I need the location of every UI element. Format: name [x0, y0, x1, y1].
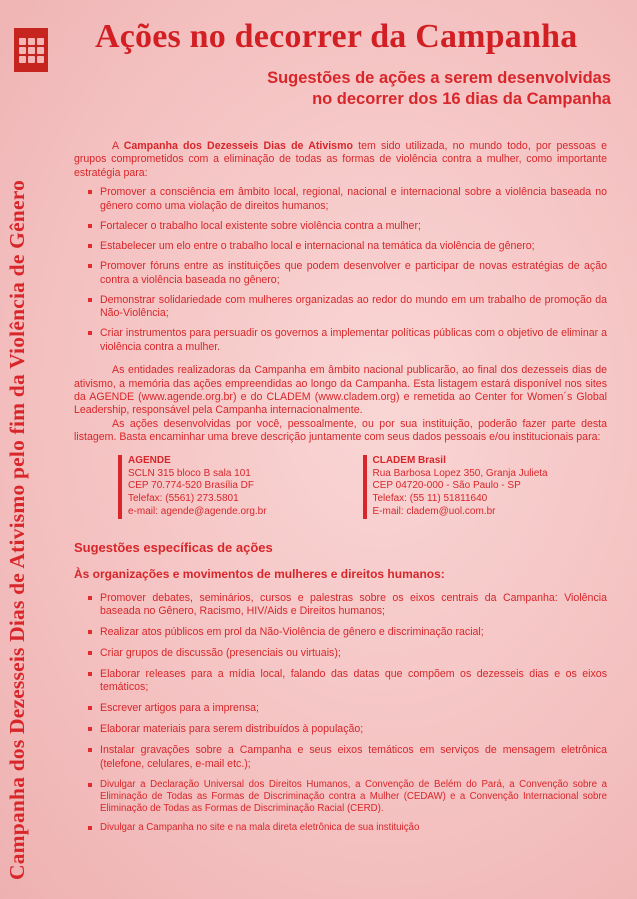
intro-prefix: A: [112, 140, 124, 152]
list-item: Criar grupos de discussão (presenciais ou virtuais);: [86, 647, 607, 660]
list-item: Promover debates, seminários, cursos e palestras sobre os eixos centrais da Campanha: Violência baseada no Gênero, Racismo, HIV/Aids e Direitos humanos;: [86, 592, 607, 619]
publication-paragraph: As entidades realizadoras da Campanha em âmbito nacional publicarão, ao final dos dezesseis dias de ativismo, a memória das ações empreendidas ao longo da Campanha. Esta listagem estará disponível nos sites da AGENDE (www.agende.org.br) e do CLADEM (www.cladem.org) e remetida ao Center for Women´s Global Leadership, responsável pela Campanha internacionalmente.: [74, 364, 607, 417]
contacts: [118, 455, 607, 519]
contact-phone: Telefax: (5561) 273.5801: [128, 493, 239, 505]
contact-email: e-mail: agende@agende.org.br: [128, 505, 267, 517]
intro-suffix: tem sido utilizada, no mundo todo, por pessoas e grupos comprometidos com a eliminação de todas as formas de violência contra a mulher, como importante estratégia para:: [74, 140, 607, 179]
intro-paragraph: [74, 140, 607, 180]
main-content: [74, 140, 607, 844]
contact-address: SCLN 315 bloco B sala 101: [128, 467, 251, 479]
contact-phone: Telefax: (55 11) 51811640: [372, 493, 488, 505]
list-item: Divulgar a Campanha no site e na mala direta eletrônica de sua instituição: [86, 822, 607, 834]
list-item: Realizar atos públicos em prol da Não-Violência de gênero e discriminação racial;: [86, 626, 607, 639]
subtitle-line-2: no decorrer dos 16 dias da Campanha: [312, 90, 611, 108]
list-item: Estabelecer um elo entre o trabalho local e internacional na temática da violência de gênero;: [86, 240, 607, 253]
list-item: Elaborar materiais para serem distribuídos à população;: [86, 723, 607, 736]
contact-name: CLADEM Brasil: [372, 454, 446, 466]
strategies-list: [74, 186, 607, 354]
page-title: Ações no decorrer da Campanha: [95, 18, 578, 55]
contact-email: E-mail: cladem@uol.com.br: [372, 505, 496, 517]
contact-cladem: [363, 455, 578, 519]
subsection-title: Às organizações e movimentos de mulheres e direitos humanos:: [74, 567, 445, 582]
page-subtitle: [267, 68, 611, 110]
list-item: Fortalecer o trabalho local existente sobre violência contra a mulher;: [86, 220, 607, 233]
contact-postal: CEP 70.774-520 Brasília DF: [128, 480, 254, 492]
list-item: Promover a consciência em âmbito local, regional, nacional e internacional sobre a violência baseada no gênero como uma violação de direitos humanos;: [86, 186, 607, 213]
subtitle-line-1: Sugestões de ações a serem desenvolvidas: [267, 69, 611, 87]
list-item: Elaborar releases para a mídia local, falando das datas que compõem os dezesseis dias e os eixos temáticos;: [86, 668, 607, 695]
campaign-logo: [14, 28, 48, 72]
list-item: Demonstrar solidariedade com mulheres organizadas ao redor do mundo em um trabalho de promoção da Não-Violência;: [86, 294, 607, 321]
contact-postal: CEP 04720-000 - São Paulo - SP: [372, 480, 521, 492]
actions-list: [74, 592, 607, 835]
list-item: Promover fóruns entre as instituições que podem desenvolver e participar de novas estratégias de ação contra a violência baseada no gênero;: [86, 260, 607, 287]
contact-address: Rua Barbosa Lopez 350, Granja Julieta: [372, 467, 548, 479]
vertical-campaign-title: Campanha dos Dezesseis Dias de Ativismo pelo fim da Violência de Gênero: [5, 179, 29, 880]
section-title: Sugestões específicas de ações: [74, 539, 273, 555]
list-item: Instalar gravações sobre a Campanha e seus eixos temáticos em serviços de mensagem eletrônica (telefone, celulares, e-mail etc.);: [86, 744, 607, 771]
list-item: Escrever artigos para a imprensa;: [86, 702, 607, 715]
submission-paragraph: As ações desenvolvidas por você, pessoalmente, ou por sua instituição, poderão fazer parte desta listagem. Basta encaminhar uma breve descrição juntamente com seus dados pessoais e/ou institucionais para:: [74, 417, 607, 444]
contact-name: AGENDE: [128, 454, 171, 466]
campaign-name: Campanha dos Dezesseis Dias de Ativismo: [123, 140, 353, 152]
sidebar: [0, 0, 62, 899]
contact-agende: [118, 455, 333, 519]
list-item: Criar instrumentos para persuadir os governos a implementar políticas públicas com o objetivo de eliminar a violência contra a mulher.: [86, 327, 607, 354]
list-item: Divulgar a Declaração Universal dos Direitos Humanos, a Convenção de Belém do Pará, a Convenção sobre a Eliminação de Todas as Formas de Discriminação contra a Mulher (CEDAW) e a Convenção Internacional sobre Eliminação de Todas as Formas de Discriminação Racial (CERD).: [86, 779, 607, 815]
